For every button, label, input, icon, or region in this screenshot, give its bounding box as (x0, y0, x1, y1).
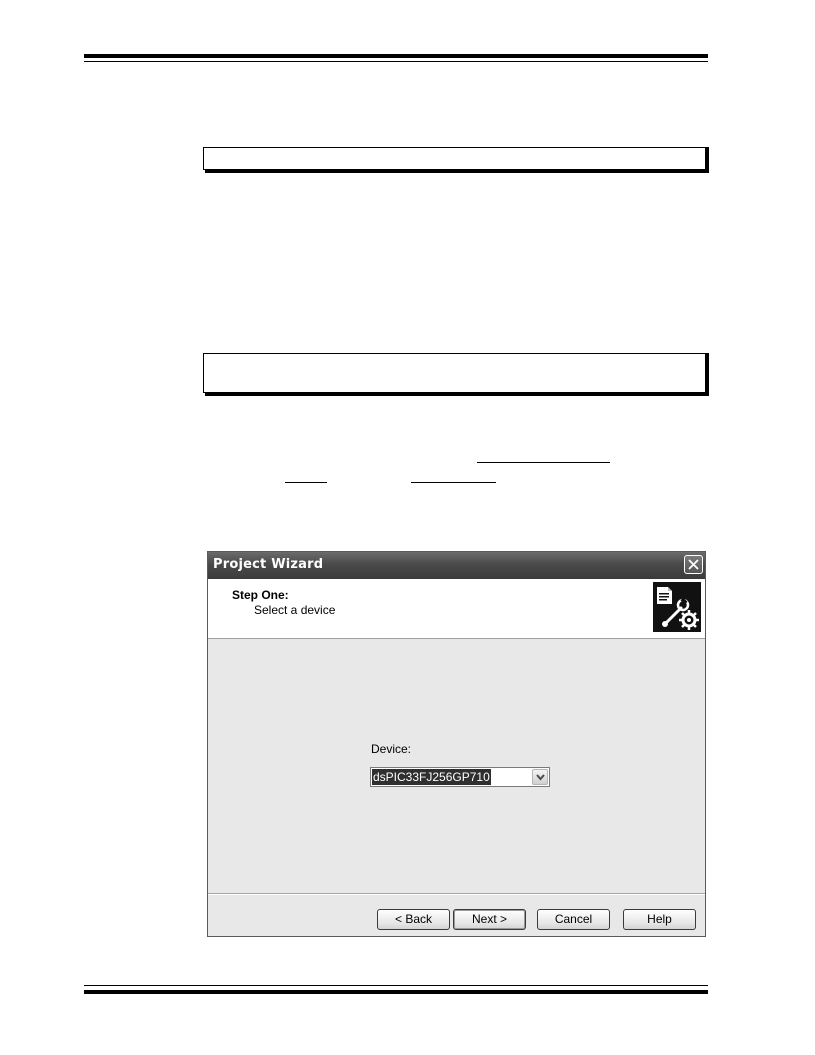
section-heading-box-1-shadow-bottom (205, 170, 709, 173)
wizard-header (208, 579, 705, 639)
project-wizard-icon (653, 582, 701, 632)
link-underline-2[interactable] (285, 482, 327, 483)
close-icon (687, 558, 700, 571)
help-button[interactable]: Help (623, 909, 696, 930)
cancel-button[interactable]: Cancel (537, 909, 610, 930)
header-rule-thick (84, 54, 708, 58)
dialog-titlebar[interactable] (208, 552, 705, 579)
footer-separator (208, 893, 705, 895)
step-title: Step One: (232, 588, 289, 602)
section-heading-box-2-shadow-bottom (205, 393, 709, 396)
section-heading-box-1 (203, 147, 706, 170)
header-rule-thin (84, 61, 708, 62)
project-wizard-dialog (207, 551, 706, 937)
section-heading-box-2 (203, 353, 706, 393)
section-heading-box-2-shadow (706, 353, 709, 396)
device-select-value: dsPIC33FJ256GP710 (373, 770, 490, 784)
close-button[interactable] (684, 555, 703, 574)
link-underline-3[interactable] (411, 482, 496, 483)
dialog-title: Project Wizard (213, 557, 324, 572)
footer-rule-thin (84, 985, 708, 986)
device-select[interactable] (370, 767, 550, 787)
chevron-down-icon (536, 774, 545, 781)
device-label: Device: (371, 742, 412, 756)
back-button[interactable]: < Back (377, 909, 450, 930)
step-subtitle: Select a device (254, 603, 336, 617)
footer-rule-thick (84, 990, 708, 994)
link-underline-1[interactable] (477, 462, 610, 463)
device-dropdown-button[interactable] (532, 769, 548, 785)
next-button[interactable]: Next > (453, 909, 526, 930)
